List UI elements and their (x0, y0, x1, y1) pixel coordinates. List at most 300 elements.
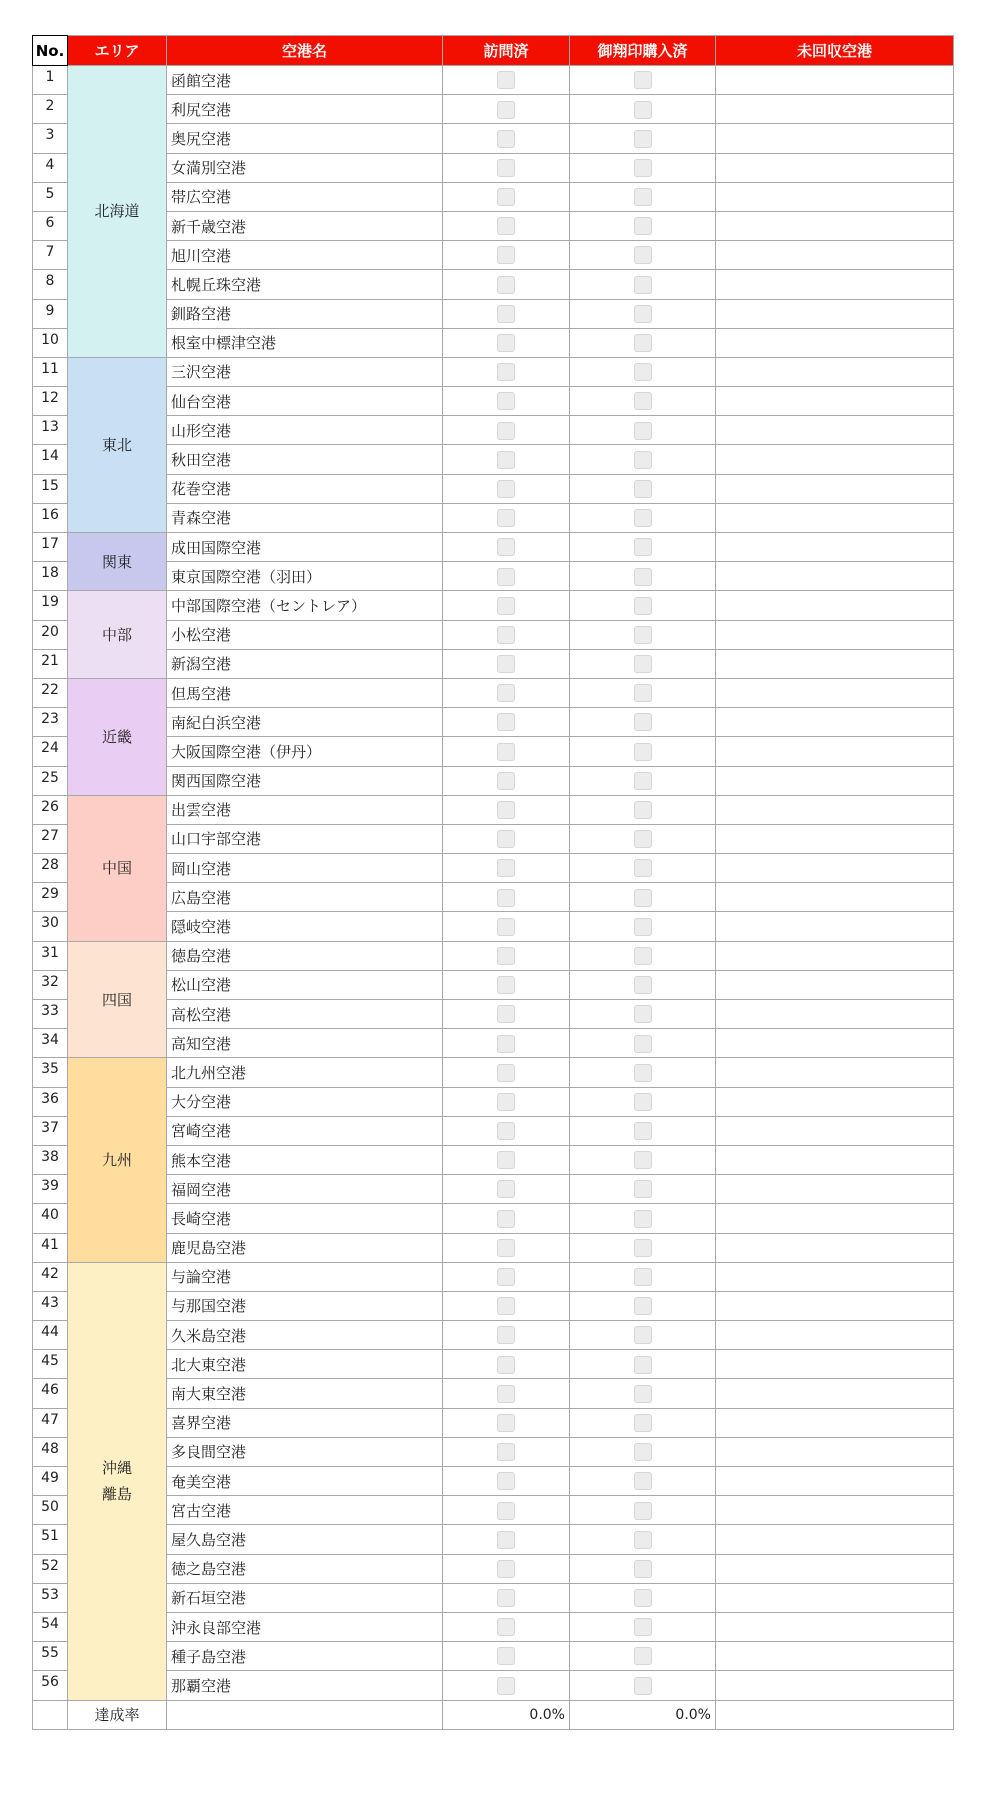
goshuin-checkbox-cell (570, 1116, 716, 1145)
goshuin-checkbox-cell (570, 1058, 716, 1087)
goshuin-checkbox-cell (570, 1321, 716, 1350)
airport-number: 15 (33, 474, 68, 503)
goshuin-checkbox[interactable] (634, 246, 652, 264)
goshuin-checkbox-cell (570, 95, 716, 124)
goshuin-checkbox-cell (570, 795, 716, 824)
airport-number: 34 (33, 1029, 68, 1058)
goshuin-checkbox-cell (570, 1496, 716, 1525)
uncollected-cell (716, 620, 954, 649)
footer-no-cell (33, 1700, 68, 1729)
airport-number: 22 (33, 678, 68, 707)
goshuin-checkbox[interactable] (634, 1326, 652, 1344)
uncollected-cell (716, 1642, 954, 1671)
airport-number: 4 (33, 153, 68, 182)
airport-number: 9 (33, 299, 68, 328)
uncollected-cell (716, 1029, 954, 1058)
airport-number: 7 (33, 241, 68, 270)
goshuin-checkbox[interactable] (634, 889, 652, 907)
airport-number: 43 (33, 1291, 68, 1320)
airport-name: 久米島空港 (167, 1321, 443, 1350)
visited-checkbox[interactable] (497, 918, 515, 936)
visited-checkbox[interactable] (497, 480, 515, 498)
visited-checkbox[interactable] (497, 217, 515, 235)
table-row (33, 1671, 954, 1700)
table-row (33, 241, 954, 270)
uncollected-cell (716, 445, 954, 474)
visited-checkbox-cell (443, 1437, 570, 1466)
goshuin-checkbox-cell (570, 591, 716, 620)
visited-checkbox[interactable] (497, 1356, 515, 1374)
visited-checkbox[interactable] (497, 684, 515, 702)
airport-number: 17 (33, 533, 68, 562)
visited-checkbox-cell (443, 708, 570, 737)
visited-checkbox[interactable] (497, 1677, 515, 1695)
airport-number: 3 (33, 124, 68, 153)
visited-checkbox[interactable] (497, 334, 515, 352)
uncollected-cell (716, 1612, 954, 1641)
table-row (33, 153, 954, 182)
airport-checklist-table (32, 35, 954, 1730)
airport-number: 52 (33, 1554, 68, 1583)
table-row (33, 1262, 954, 1291)
goshuin-checkbox-cell (570, 854, 716, 883)
visited-checkbox[interactable] (497, 743, 515, 761)
visited-checkbox-cell (443, 328, 570, 357)
goshuin-checkbox[interactable] (634, 451, 652, 469)
goshuin-checkbox[interactable] (634, 1093, 652, 1111)
goshuin-checkbox[interactable] (634, 1531, 652, 1549)
visited-checkbox-cell (443, 1175, 570, 1204)
airport-number: 14 (33, 445, 68, 474)
visited-checkbox[interactable] (497, 130, 515, 148)
visited-checkbox[interactable] (497, 859, 515, 877)
visited-checkbox-cell (443, 182, 570, 211)
table-row (33, 1116, 954, 1145)
visited-checkbox-cell (443, 766, 570, 795)
table-row (33, 1612, 954, 1641)
table-row (33, 1145, 954, 1174)
visited-checkbox[interactable] (497, 1268, 515, 1286)
visited-checkbox[interactable] (497, 71, 515, 89)
airport-number: 54 (33, 1612, 68, 1641)
airport-name: 沖永良部空港 (167, 1612, 443, 1641)
uncollected-cell (716, 299, 954, 328)
airport-name: 旭川空港 (167, 241, 443, 270)
goshuin-checkbox-cell (570, 328, 716, 357)
goshuin-checkbox[interactable] (634, 71, 652, 89)
airport-number: 28 (33, 854, 68, 883)
airport-name: 北大東空港 (167, 1350, 443, 1379)
goshuin-checkbox[interactable] (634, 684, 652, 702)
goshuin-checkbox[interactable] (634, 1472, 652, 1490)
airport-number: 2 (33, 95, 68, 124)
goshuin-checkbox[interactable] (634, 918, 652, 936)
uncollected-cell (716, 737, 954, 766)
airport-name: 帯広空港 (167, 182, 443, 211)
goshuin-checkbox-cell (570, 1233, 716, 1262)
goshuin-checkbox[interactable] (634, 1180, 652, 1198)
airport-name: 宮古空港 (167, 1496, 443, 1525)
table-row (33, 1029, 954, 1058)
goshuin-checkbox[interactable] (634, 947, 652, 965)
goshuin-checkbox[interactable] (634, 1297, 652, 1315)
airport-name: 松山空港 (167, 970, 443, 999)
visited-checkbox-cell (443, 1554, 570, 1583)
visited-checkbox-cell (443, 649, 570, 678)
visited-checkbox-cell (443, 357, 570, 386)
visited-checkbox[interactable] (497, 1618, 515, 1636)
airport-name: 新潟空港 (167, 649, 443, 678)
goshuin-checkbox-cell (570, 474, 716, 503)
goshuin-checkbox[interactable] (634, 101, 652, 119)
header-airport-name: 空港名 (167, 36, 443, 66)
visited-checkbox-cell (443, 1583, 570, 1612)
airport-number: 49 (33, 1467, 68, 1496)
airport-number: 42 (33, 1262, 68, 1291)
uncollected-cell (716, 1087, 954, 1116)
goshuin-checkbox[interactable] (634, 1268, 652, 1286)
table-row (33, 416, 954, 445)
goshuin-checkbox-cell (570, 66, 716, 95)
airport-name: 多良間空港 (167, 1437, 443, 1466)
table-row (33, 1058, 954, 1087)
goshuin-checkbox[interactable] (634, 1560, 652, 1578)
goshuin-checkbox-cell (570, 620, 716, 649)
visited-checkbox[interactable] (497, 392, 515, 410)
visited-checkbox[interactable] (497, 1093, 515, 1111)
goshuin-checkbox[interactable] (634, 188, 652, 206)
visited-checkbox-cell (443, 1233, 570, 1262)
table-row (33, 1233, 954, 1262)
table-row (33, 357, 954, 386)
visited-checkbox[interactable] (497, 889, 515, 907)
goshuin-checkbox[interactable] (634, 976, 652, 994)
visited-checkbox[interactable] (497, 1414, 515, 1432)
goshuin-checkbox-cell (570, 503, 716, 532)
goshuin-checkbox[interactable] (634, 217, 652, 235)
airport-number: 41 (33, 1233, 68, 1262)
visited-checkbox[interactable] (497, 451, 515, 469)
airport-number: 8 (33, 270, 68, 299)
goshuin-checkbox[interactable] (634, 1239, 652, 1257)
visited-checkbox[interactable] (497, 363, 515, 381)
uncollected-cell (716, 1467, 954, 1496)
goshuin-checkbox[interactable] (634, 1035, 652, 1053)
airport-number: 27 (33, 824, 68, 853)
goshuin-checkbox-cell (570, 883, 716, 912)
visited-checkbox[interactable] (497, 188, 515, 206)
table-row (33, 1642, 954, 1671)
visited-checkbox[interactable] (497, 1472, 515, 1490)
goshuin-checkbox-cell (570, 1175, 716, 1204)
uncollected-cell (716, 1058, 954, 1087)
airport-name: 新千歳空港 (167, 211, 443, 240)
airport-name: 山口宇部空港 (167, 824, 443, 853)
visited-checkbox[interactable] (497, 772, 515, 790)
airport-name: 奄美空港 (167, 1467, 443, 1496)
header-goshuin-purchased: 御翔印購入済 (570, 36, 716, 66)
goshuin-checkbox[interactable] (634, 626, 652, 644)
visited-checkbox[interactable] (497, 801, 515, 819)
airport-number: 44 (33, 1321, 68, 1350)
visited-checkbox[interactable] (497, 1239, 515, 1257)
goshuin-checkbox[interactable] (634, 422, 652, 440)
uncollected-cell (716, 211, 954, 240)
goshuin-checkbox[interactable] (634, 480, 652, 498)
uncollected-cell (716, 1233, 954, 1262)
airport-name: 仙台空港 (167, 387, 443, 416)
goshuin-checkbox[interactable] (634, 655, 652, 673)
table-row (33, 1291, 954, 1320)
airport-name: 青森空港 (167, 503, 443, 532)
visited-checkbox[interactable] (497, 626, 515, 644)
visited-checkbox[interactable] (497, 568, 515, 586)
uncollected-cell (716, 1350, 954, 1379)
visited-checkbox-cell (443, 1379, 570, 1408)
visited-checkbox[interactable] (497, 1502, 515, 1520)
goshuin-checkbox-cell (570, 241, 716, 270)
goshuin-checkbox[interactable] (634, 1443, 652, 1461)
airport-name: 函館空港 (167, 66, 443, 95)
airport-number: 32 (33, 970, 68, 999)
airport-number: 46 (33, 1379, 68, 1408)
goshuin-checkbox[interactable] (634, 801, 652, 819)
visited-checkbox-cell (443, 1087, 570, 1116)
goshuin-checkbox[interactable] (634, 597, 652, 615)
goshuin-checkbox[interactable] (634, 509, 652, 527)
airport-number: 5 (33, 182, 68, 211)
table-row (33, 854, 954, 883)
airport-name: 関西国際空港 (167, 766, 443, 795)
table-row (33, 591, 954, 620)
airport-name: 南大東空港 (167, 1379, 443, 1408)
goshuin-checkbox-cell (570, 649, 716, 678)
visited-checkbox-cell (443, 1204, 570, 1233)
goshuin-checkbox-cell (570, 533, 716, 562)
goshuin-checkbox[interactable] (634, 363, 652, 381)
uncollected-cell (716, 591, 954, 620)
uncollected-cell (716, 708, 954, 737)
goshuin-checkbox[interactable] (634, 1151, 652, 1169)
visited-checkbox[interactable] (497, 713, 515, 731)
table-row (33, 678, 954, 707)
goshuin-checkbox[interactable] (634, 830, 652, 848)
goshuin-checkbox-cell (570, 1087, 716, 1116)
airport-name: 那覇空港 (167, 1671, 443, 1700)
airport-name: 北九州空港 (167, 1058, 443, 1087)
airport-number: 21 (33, 649, 68, 678)
uncollected-cell (716, 883, 954, 912)
area-cell: 四国 (68, 941, 167, 1058)
table-row (33, 182, 954, 211)
goshuin-checkbox[interactable] (634, 1356, 652, 1374)
goshuin-checkbox[interactable] (634, 276, 652, 294)
goshuin-checkbox-cell (570, 1525, 716, 1554)
visited-checkbox[interactable] (497, 1560, 515, 1578)
header-no: No. (33, 36, 68, 66)
uncollected-cell (716, 1116, 954, 1145)
goshuin-checkbox[interactable] (634, 1005, 652, 1023)
table-row (33, 1379, 954, 1408)
airport-name: 熊本空港 (167, 1145, 443, 1174)
visited-checkbox-cell (443, 1145, 570, 1174)
airport-number: 18 (33, 562, 68, 591)
visited-checkbox-cell (443, 270, 570, 299)
airport-number: 40 (33, 1204, 68, 1233)
goshuin-checkbox[interactable] (634, 568, 652, 586)
airport-number: 1 (33, 66, 68, 95)
visited-checkbox[interactable] (497, 305, 515, 323)
airport-name: 徳島空港 (167, 941, 443, 970)
visited-checkbox[interactable] (497, 830, 515, 848)
visited-checkbox[interactable] (497, 1122, 515, 1140)
goshuin-checkbox-cell (570, 1204, 716, 1233)
goshuin-checkbox-cell (570, 182, 716, 211)
airport-number: 6 (33, 211, 68, 240)
visited-checkbox-cell (443, 912, 570, 941)
visited-checkbox[interactable] (497, 597, 515, 615)
visited-checkbox[interactable] (497, 246, 515, 264)
header-area: エリア (68, 36, 167, 66)
goshuin-checkbox[interactable] (634, 1210, 652, 1228)
table-row (33, 941, 954, 970)
uncollected-cell (716, 1175, 954, 1204)
area-cell: 近畿 (68, 678, 167, 795)
uncollected-cell (716, 1671, 954, 1700)
visited-checkbox-cell (443, 562, 570, 591)
visited-checkbox[interactable] (497, 159, 515, 177)
goshuin-checkbox[interactable] (634, 1647, 652, 1665)
goshuin-checkbox[interactable] (634, 1677, 652, 1695)
goshuin-checkbox-cell (570, 1612, 716, 1641)
visited-checkbox[interactable] (497, 976, 515, 994)
uncollected-cell (716, 95, 954, 124)
visited-checkbox-cell (443, 1642, 570, 1671)
visited-checkbox-cell (443, 795, 570, 824)
visited-checkbox-cell (443, 474, 570, 503)
goshuin-checkbox-cell (570, 824, 716, 853)
table-row (33, 503, 954, 532)
goshuin-checkbox[interactable] (634, 305, 652, 323)
airport-number: 53 (33, 1583, 68, 1612)
visited-checkbox-cell (443, 445, 570, 474)
visited-checkbox[interactable] (497, 101, 515, 119)
visited-checkbox[interactable] (497, 1035, 515, 1053)
table-row (33, 1087, 954, 1116)
visited-checkbox[interactable] (497, 1443, 515, 1461)
goshuin-checkbox[interactable] (634, 159, 652, 177)
visited-checkbox[interactable] (497, 1005, 515, 1023)
goshuin-checkbox[interactable] (634, 538, 652, 556)
uncollected-cell (716, 766, 954, 795)
goshuin-checkbox[interactable] (634, 1502, 652, 1520)
uncollected-cell (716, 1554, 954, 1583)
area-cell: 北海道 (68, 66, 167, 358)
visited-checkbox[interactable] (497, 1064, 515, 1082)
airport-number: 51 (33, 1525, 68, 1554)
table-row (33, 649, 954, 678)
goshuin-checkbox[interactable] (634, 1589, 652, 1607)
visited-checkbox[interactable] (497, 1385, 515, 1403)
table-row (33, 211, 954, 240)
table-row (33, 124, 954, 153)
table-row (33, 1583, 954, 1612)
visited-checkbox[interactable] (497, 947, 515, 965)
goshuin-checkbox-cell (570, 1379, 716, 1408)
achievement-row (33, 1700, 954, 1729)
visited-checkbox[interactable] (497, 276, 515, 294)
goshuin-checkbox[interactable] (634, 1122, 652, 1140)
table-row (33, 795, 954, 824)
visited-checkbox[interactable] (497, 1180, 515, 1198)
goshuin-checkbox-cell (570, 1583, 716, 1612)
airport-number: 30 (33, 912, 68, 941)
uncollected-cell (716, 941, 954, 970)
airport-number: 20 (33, 620, 68, 649)
uncollected-cell (716, 1496, 954, 1525)
visited-checkbox-cell (443, 824, 570, 853)
goshuin-checkbox[interactable] (634, 1385, 652, 1403)
goshuin-checkbox[interactable] (634, 1064, 652, 1082)
uncollected-cell (716, 241, 954, 270)
goshuin-checkbox[interactable] (634, 334, 652, 352)
table-row (33, 1321, 954, 1350)
visited-checkbox[interactable] (497, 1531, 515, 1549)
visited-checkbox[interactable] (497, 1326, 515, 1344)
goshuin-checkbox-cell (570, 1554, 716, 1583)
goshuin-checkbox-cell (570, 1000, 716, 1029)
header-row (33, 36, 954, 66)
uncollected-cell (716, 270, 954, 299)
airport-name: 出雲空港 (167, 795, 443, 824)
visited-checkbox-cell (443, 124, 570, 153)
goshuin-checkbox-cell (570, 970, 716, 999)
goshuin-checkbox[interactable] (634, 1618, 652, 1636)
visited-checkbox[interactable] (497, 655, 515, 673)
airport-number: 37 (33, 1116, 68, 1145)
airport-name: 南紀白浜空港 (167, 708, 443, 737)
uncollected-cell (716, 649, 954, 678)
goshuin-checkbox[interactable] (634, 772, 652, 790)
visited-checkbox-cell (443, 883, 570, 912)
table-row (33, 1437, 954, 1466)
table-row (33, 883, 954, 912)
visited-checkbox-cell (443, 1058, 570, 1087)
goshuin-checkbox[interactable] (634, 1414, 652, 1432)
visited-checkbox[interactable] (497, 538, 515, 556)
goshuin-checkbox[interactable] (634, 713, 652, 731)
visited-checkbox[interactable] (497, 422, 515, 440)
visited-checkbox-cell (443, 1671, 570, 1700)
table-row (33, 299, 954, 328)
visited-checkbox[interactable] (497, 509, 515, 527)
goshuin-checkbox[interactable] (634, 130, 652, 148)
visited-checkbox-cell (443, 1408, 570, 1437)
uncollected-cell (716, 970, 954, 999)
visited-checkbox[interactable] (497, 1297, 515, 1315)
goshuin-checkbox[interactable] (634, 859, 652, 877)
table-row (33, 387, 954, 416)
visited-checkbox[interactable] (497, 1589, 515, 1607)
goshuin-checkbox[interactable] (634, 743, 652, 761)
uncollected-cell (716, 1379, 954, 1408)
visited-checkbox[interactable] (497, 1647, 515, 1665)
visited-checkbox[interactable] (497, 1210, 515, 1228)
airport-number: 13 (33, 416, 68, 445)
visited-checkbox[interactable] (497, 1151, 515, 1169)
table-row (33, 708, 954, 737)
goshuin-checkbox[interactable] (634, 392, 652, 410)
